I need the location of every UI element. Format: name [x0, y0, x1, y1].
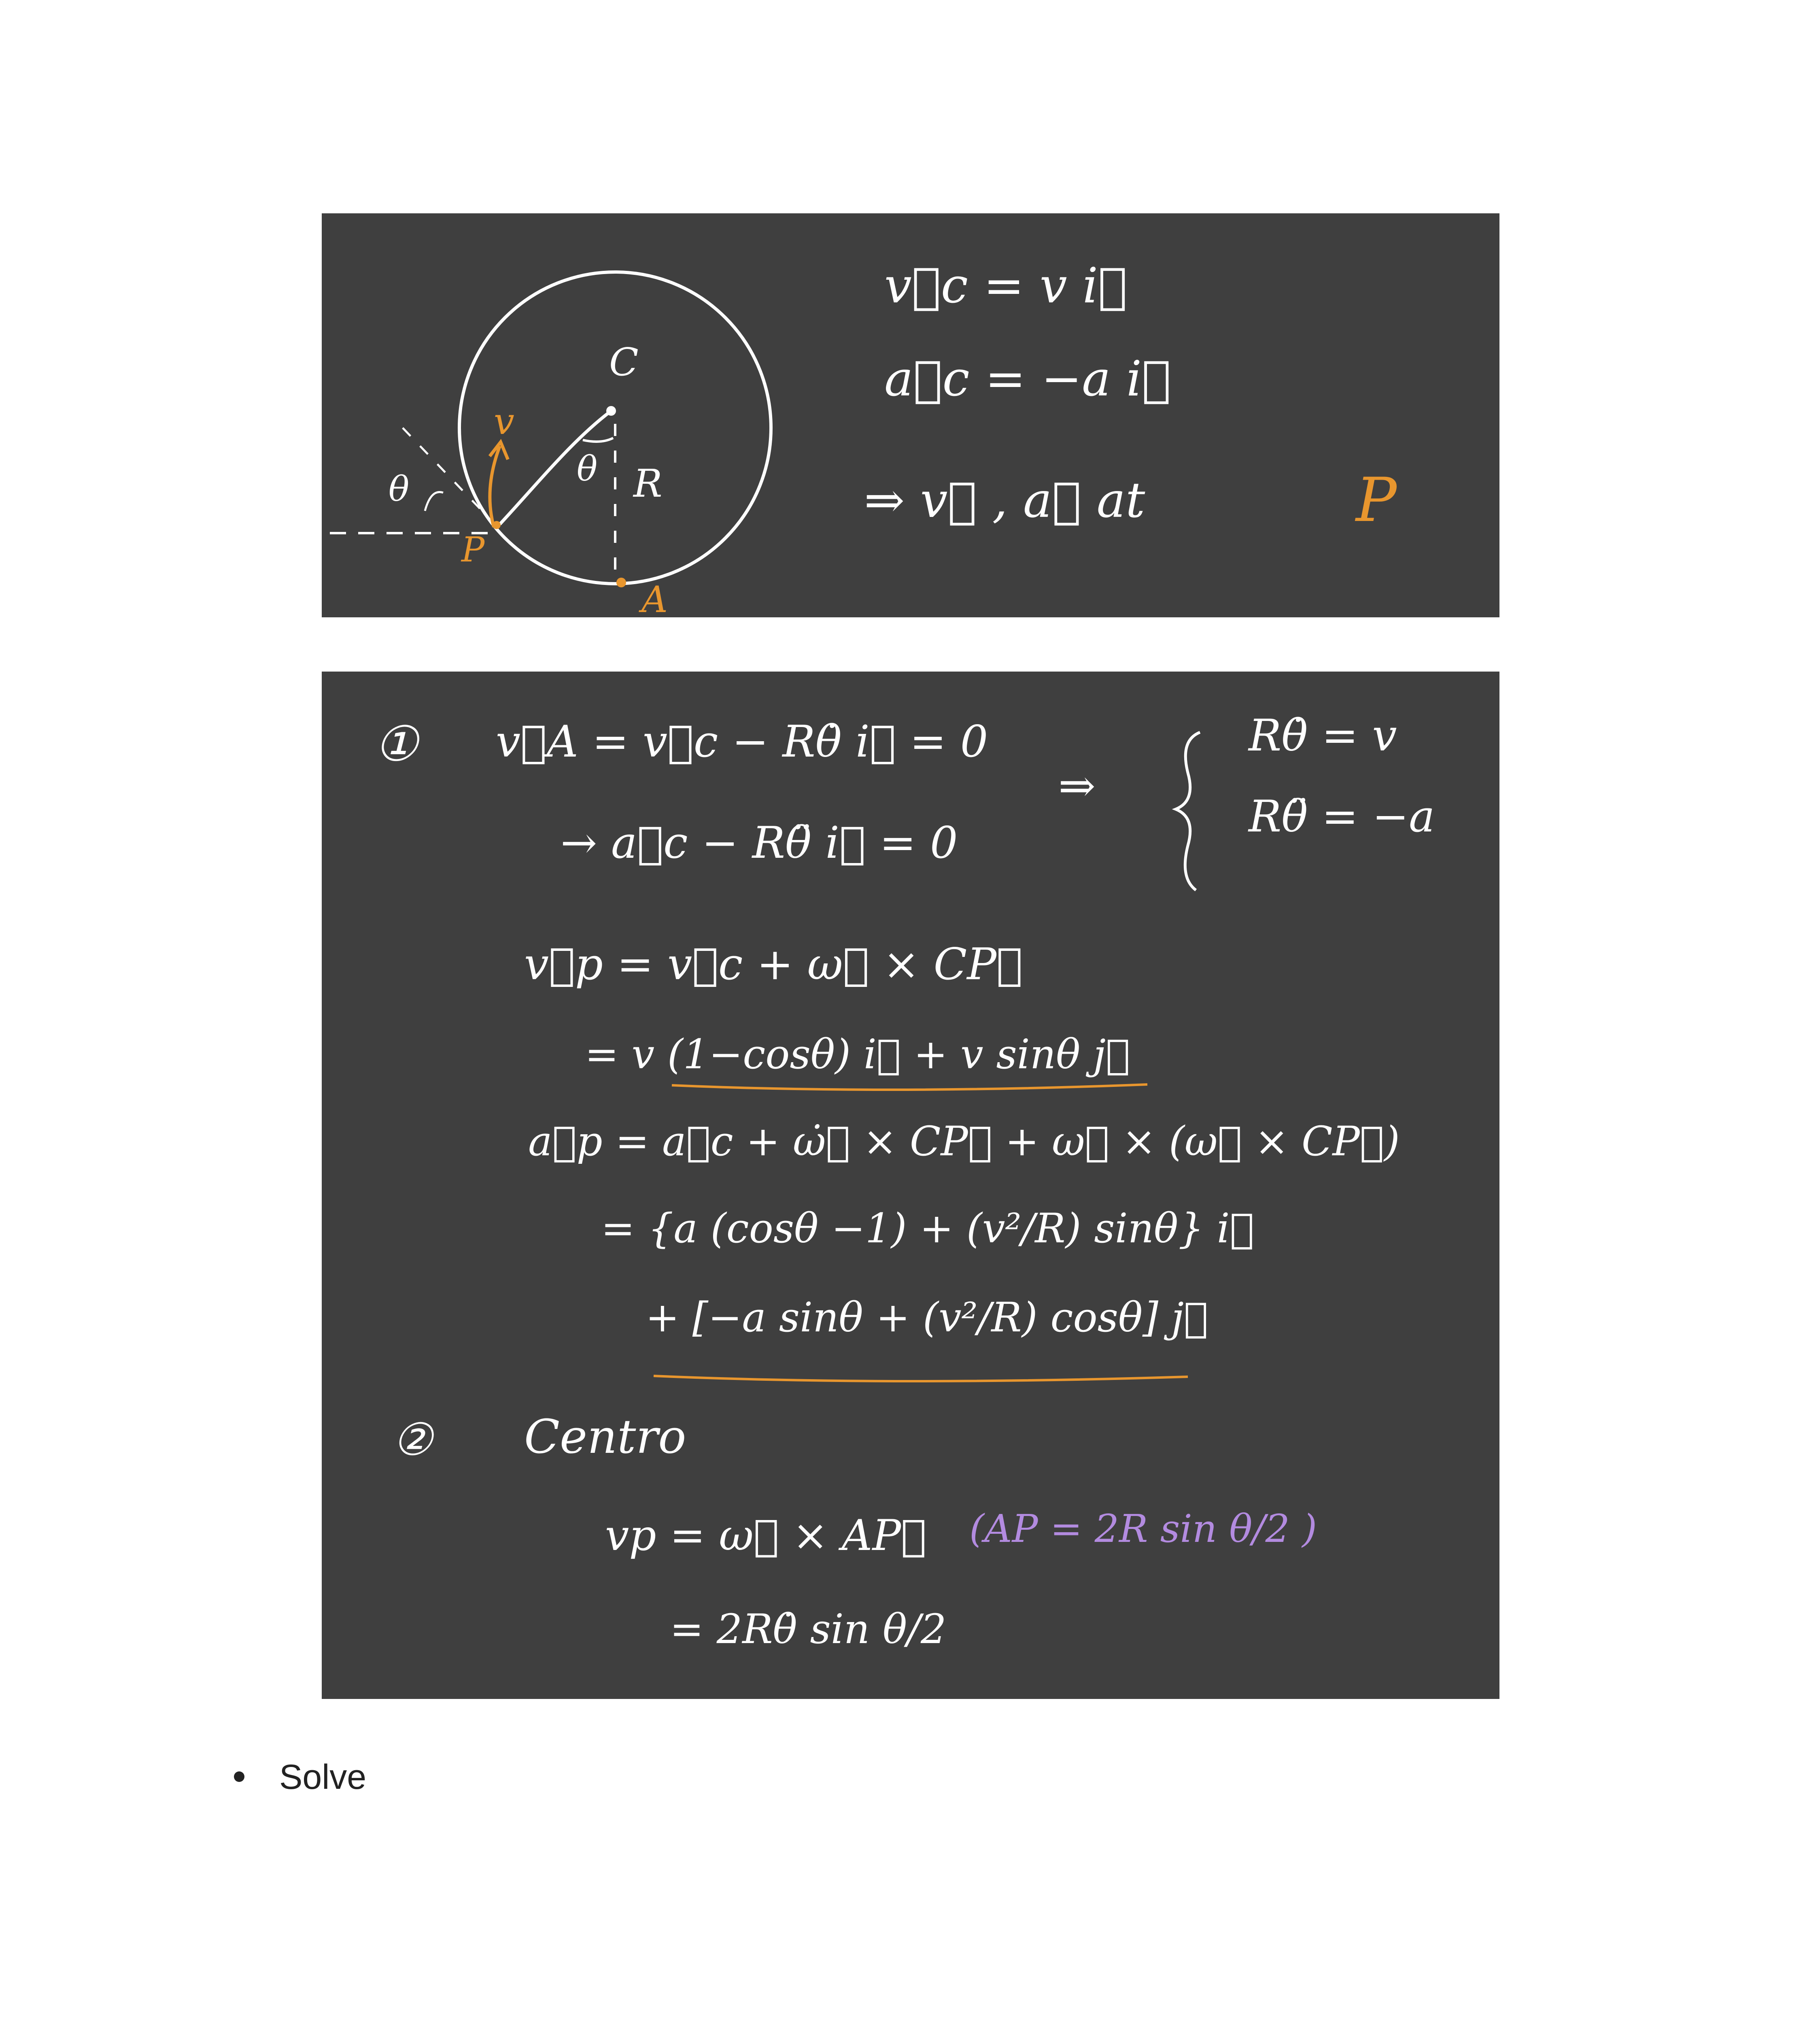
label-v: v	[494, 400, 514, 443]
system-eq-2: Rθ̈ = −a	[1249, 791, 1435, 842]
eq-goal-p: P	[1356, 465, 1397, 536]
step2-marker: ②	[393, 1414, 433, 1465]
step1-marker: ①	[374, 716, 418, 772]
tangent-line	[403, 428, 492, 521]
eq-ap: a⃗p = a⃗c + ω̇⃗ × CP⃗ + ω⃗ × (ω⃗ × CP⃗)	[528, 1118, 1400, 1165]
eq-vp2-note: (AP = 2R sin θ/2 )	[969, 1507, 1317, 1551]
label-theta-outer: θ	[389, 469, 410, 509]
eq-vp: v⃗p = v⃗c + ω⃗ × CP⃗	[524, 939, 1023, 990]
bullet-text: Solve	[279, 1758, 367, 1797]
label-p: P	[461, 530, 485, 570]
label-c: C	[609, 340, 639, 385]
label-r: R	[633, 461, 663, 506]
eq-vp2-result: = 2Rθ̇ sin θ/2	[670, 1605, 947, 1653]
label-a: A	[641, 578, 668, 617]
vp-underline	[672, 1084, 1147, 1090]
ap-underline	[654, 1376, 1188, 1381]
outer-theta-arc	[425, 492, 443, 511]
system-brace	[1176, 732, 1200, 890]
rolling-disk-diagram	[322, 213, 1499, 617]
bullet-list	[227, 1753, 366, 1801]
bullet-dot	[234, 1771, 244, 1782]
velocity-arrow	[490, 446, 500, 527]
diagram-board	[322, 213, 1499, 617]
eq-aa: → a⃗c − Rθ̈ i⃗ = 0	[561, 818, 958, 868]
eq-ap-result-2: + [−a sinθ + (v²/R) cosθ] j⃗	[646, 1294, 1208, 1341]
eq-ap-result-1: = {a (cosθ −1) + (v²/R) sinθ} i⃗	[601, 1205, 1254, 1252]
implies-arrow: ⇒	[1058, 760, 1096, 812]
point-p	[493, 521, 501, 529]
system-eq-1: Rθ̇ = v	[1249, 710, 1397, 761]
eq-goal: ⇒ v⃗ , a⃗ at	[864, 472, 1145, 529]
eq-va: v⃗A = v⃗c − Rθ̇ i⃗ = 0	[496, 716, 988, 767]
eq-vc: v⃗c = v i⃗	[884, 258, 1128, 314]
equations-board	[322, 672, 1499, 1699]
label-theta: θ	[577, 449, 598, 489]
equations-canvas	[322, 672, 1499, 1699]
eq-vp-result: = v (1−cosθ) i⃗ + v sinθ j⃗	[585, 1031, 1130, 1078]
step2-title: Centro	[524, 1410, 686, 1464]
theta-arc	[583, 438, 613, 442]
eq-vp2: vp = ω⃗ × AP⃗	[605, 1511, 927, 1560]
list-item	[227, 1753, 366, 1801]
point-a	[616, 578, 626, 587]
eq-ac: a⃗c = −a i⃗	[884, 351, 1171, 407]
